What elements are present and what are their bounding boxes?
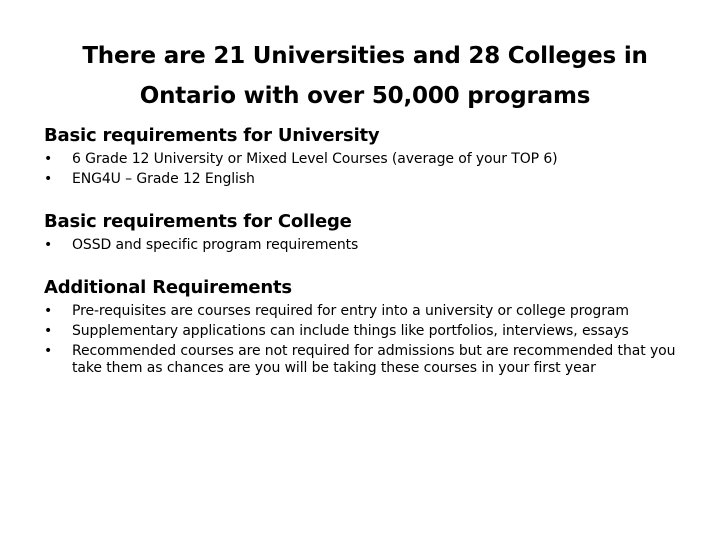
- slide-title: [60, 36, 670, 116]
- additional-heading: Additional Requirements: [44, 277, 292, 298]
- bullet-icon: •: [44, 171, 53, 187]
- slide-title-line-1: There are 21 Universities and 28 Colleges in: [82, 43, 648, 69]
- college-heading: Basic requirements for College: [44, 211, 352, 232]
- list-item-text: 6 Grade 12 University or Mixed Level Courses (average of your TOP 6): [72, 151, 558, 167]
- list-item: [44, 323, 694, 340]
- university-section: [44, 124, 694, 188]
- list-item: [44, 303, 694, 320]
- additional-section: [44, 276, 694, 377]
- college-section: [44, 210, 694, 254]
- list-item-text: ENG4U – Grade 12 English: [72, 171, 255, 187]
- bullet-icon: •: [44, 303, 53, 319]
- additional-list: [44, 303, 694, 377]
- list-item-text: OSSD and specific program requirements: [72, 237, 359, 253]
- list-item-text: Pre-requisites are courses required for entry into a university or college program: [72, 303, 629, 319]
- list-item: [44, 237, 694, 254]
- bullet-icon: •: [44, 151, 53, 167]
- section-spacer: [44, 188, 694, 210]
- list-item-text: Supplementary applications can include things like portfolios, interviews, essays: [72, 323, 629, 339]
- section-spacer: [44, 254, 694, 276]
- bullet-icon: •: [44, 343, 53, 359]
- slide-title-line-2: Ontario with over 50,000 programs: [139, 83, 591, 109]
- list-item: [44, 343, 694, 377]
- college-list: [44, 237, 694, 254]
- university-heading: Basic requirements for University: [44, 125, 380, 146]
- university-list: [44, 151, 694, 188]
- list-item-text: Recommended courses are not required for admissions but are recommended that you take them as chances are you will be taking these courses in your first year: [72, 343, 676, 376]
- list-item: [44, 151, 694, 168]
- bullet-icon: •: [44, 237, 53, 253]
- list-item: [44, 171, 694, 188]
- bullet-icon: •: [44, 323, 53, 339]
- slide-content: [44, 124, 694, 377]
